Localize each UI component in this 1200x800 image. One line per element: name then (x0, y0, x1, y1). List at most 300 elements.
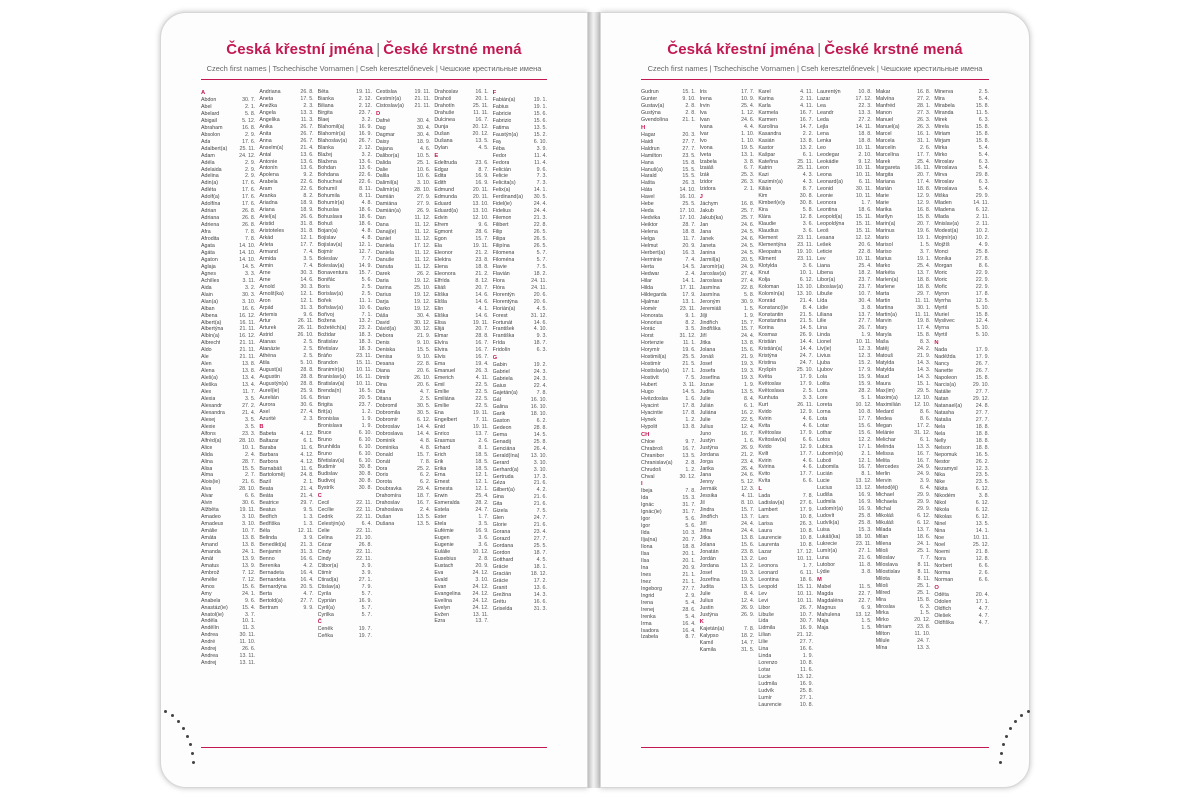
name-day-date: 18. 9. (300, 200, 314, 207)
name-entry (817, 430, 872, 437)
first-name: Axel (259, 408, 270, 415)
name-entry (700, 152, 755, 159)
name-day-date: 20. 5. (358, 394, 372, 401)
name-entry (641, 579, 696, 586)
name-day-date: 5. 10. (975, 304, 989, 311)
first-name: Kamila (699, 647, 716, 654)
name-day-date: 20. 6. (858, 241, 872, 248)
name-day-date: 21. 5. (799, 311, 814, 318)
first-name: Jeroným (699, 298, 720, 305)
name-entry (934, 263, 989, 270)
binding-hole (186, 735, 189, 738)
name-day-date: 7. 3. (536, 173, 547, 180)
name-day-date: 17. 7. (917, 151, 931, 158)
first-name: Filip (492, 229, 503, 236)
name-day-date: 8. 2. (685, 319, 696, 326)
name-entry (817, 298, 872, 305)
name-entry (700, 466, 755, 473)
name-entry (817, 506, 872, 513)
name-entry (376, 103, 430, 110)
name-entry (817, 235, 872, 242)
name-day-date: 24. 9. (917, 464, 931, 471)
first-name: Merlin (875, 471, 891, 478)
first-name: Berenika (259, 562, 281, 569)
name-day-date: 25. 8. (858, 513, 872, 520)
first-name: Evangelina (434, 590, 461, 597)
first-name: Athéna (259, 353, 277, 360)
name-day-date: 6. 2. (536, 417, 547, 424)
first-name: Azurité (259, 415, 276, 422)
name-day-date: 2. 8. (685, 109, 696, 116)
name-entry (376, 382, 430, 389)
name-entry (434, 201, 488, 208)
name-day-date: 23. 7. (358, 401, 372, 408)
name-day-date: 2. 9. (245, 173, 256, 180)
name-entry (493, 362, 547, 369)
name-entry (641, 516, 696, 523)
name-entry (376, 361, 430, 368)
name-day-date: 12. 8. (975, 555, 989, 562)
name-entry (318, 458, 372, 465)
name-entry (201, 104, 255, 111)
name-entry (376, 173, 430, 180)
name-entry (201, 222, 255, 229)
first-name: Levi (758, 597, 769, 604)
name-entry (876, 624, 931, 631)
first-name: Izidora (699, 186, 716, 193)
name-entry (758, 500, 813, 507)
first-name: Benedikt(a) (259, 542, 287, 548)
first-name: Josef (699, 361, 713, 368)
name-day-date: 6. 12. (975, 486, 989, 493)
name-entry (758, 117, 813, 124)
first-name: Alexandr (201, 402, 222, 409)
name-day-date: 12. 1. (475, 479, 489, 486)
name-entry (318, 332, 372, 339)
first-name: Matěj (875, 346, 889, 353)
name-entry (318, 633, 372, 640)
name-day-date: 21. 2. (741, 451, 755, 458)
name-day-date: 1. 5. (861, 625, 872, 632)
name-entry (259, 381, 313, 388)
name-day-date: 5. 4. (685, 599, 696, 606)
name-entry (259, 228, 313, 235)
first-name: Aristid (259, 221, 275, 228)
first-name: Lilie (817, 318, 827, 325)
name-entry (493, 104, 547, 111)
first-name: Melinda (875, 443, 895, 450)
first-name: Isadora (641, 627, 659, 634)
name-entry (700, 535, 755, 542)
name-entry (376, 125, 430, 132)
name-entry (434, 570, 488, 577)
first-name: Adéla (201, 159, 215, 166)
first-name: Janeta (699, 243, 716, 250)
name-entry (758, 681, 813, 688)
name-entry (376, 278, 430, 285)
name-day-date: 10. 8. (799, 528, 814, 535)
first-name: Blanka (317, 144, 334, 151)
first-name: Biliana (317, 102, 334, 109)
first-name: Gustav(a) (641, 102, 665, 109)
name-entry (876, 138, 931, 145)
first-name: Kvirin (758, 415, 772, 422)
name-entry (641, 306, 696, 313)
name-entry (817, 409, 872, 416)
name-day-date: 26. 11. (297, 325, 314, 332)
first-name: Norma (934, 569, 951, 576)
name-day-date: 5. 7. (536, 249, 547, 256)
name-entry (318, 235, 372, 242)
name-entry (318, 325, 372, 332)
name-day-date: 12. 2. (858, 436, 872, 443)
name-day-date: 10. 1. (242, 618, 256, 625)
binding-hole (191, 752, 194, 755)
name-day-date: 4. 7. (303, 590, 314, 597)
name-entry (493, 278, 547, 285)
first-name: Jiřina (699, 528, 713, 535)
first-name: Horác (641, 326, 656, 333)
name-day-date: 5. 8. (744, 291, 755, 298)
first-name: Chranibor (641, 452, 665, 459)
name-entry (376, 89, 430, 96)
name-day-date: 1. 5. (920, 241, 931, 248)
name-day-date: 20. 3. (682, 131, 696, 138)
name-day-date: 5. 8. (802, 207, 814, 214)
name-day-date: 25. 1. (917, 589, 931, 596)
first-name: Julius (699, 423, 714, 430)
name-entry (259, 207, 313, 214)
name-entry (758, 110, 813, 117)
name-entry (700, 103, 755, 110)
name-entry (641, 187, 696, 194)
binding-hole (1014, 720, 1017, 723)
name-entry (641, 229, 696, 236)
name-day-date: 16. 9. (475, 173, 489, 180)
first-name: Ignác(ie) (641, 509, 662, 516)
name-day-date: 23. 5. (682, 152, 696, 159)
first-name: Forest (492, 312, 508, 319)
first-name: Agáta (201, 249, 215, 256)
name-entry (493, 564, 547, 571)
name-day-date: 8. 11. (359, 193, 372, 200)
name-day-date: 13. 7. (741, 514, 755, 521)
first-name: Andělín (201, 625, 219, 632)
name-day-date: 21. 4. (300, 486, 314, 493)
letter-heading: M (817, 576, 822, 583)
name-day-date: 17. 12. (796, 548, 814, 555)
first-name: Dimitr (375, 375, 390, 382)
name-entry (493, 243, 547, 250)
name-day-date: 24. 9. (741, 263, 755, 270)
first-name: Bořislav(a) (317, 304, 343, 311)
name-entry (318, 437, 372, 444)
first-name: Afrodita (201, 236, 220, 243)
name-entry (318, 416, 372, 423)
name-entry (259, 353, 313, 360)
name-day-date: 13. 8. (242, 542, 256, 548)
first-name: Evan (434, 583, 447, 590)
name-day-date: 17. 7. (300, 241, 314, 248)
first-name: Havel (641, 194, 655, 201)
title-slovak: České krstné mená (824, 41, 963, 58)
name-day-date: 3. 8. (978, 493, 989, 500)
name-entry (876, 207, 931, 214)
name-entry (700, 445, 755, 452)
name-day-date: 30. 4. (417, 117, 431, 124)
first-name: Dobroslav (375, 423, 400, 430)
name-entry (934, 214, 989, 221)
name-entry (700, 186, 755, 193)
name-day-date: 12. 9. (917, 193, 931, 200)
first-name: Bronislav (317, 415, 340, 422)
first-name: Bernadeta (259, 569, 284, 576)
first-name: Monci (934, 248, 949, 255)
first-name: Jolana (699, 542, 716, 548)
name-day-date: 22. 8. (741, 284, 755, 291)
first-name: Andrej (201, 646, 217, 653)
first-name: Leonid (817, 186, 833, 193)
name-day-date: 2. 11. (976, 221, 989, 228)
first-name: Cyrila (317, 590, 332, 597)
name-day-date: 12. 1. (300, 297, 314, 304)
name-day-date: 7. 1. (361, 311, 372, 318)
first-name: Elfrída (434, 277, 450, 284)
first-name: Ludmila (758, 681, 777, 688)
name-entry (493, 446, 547, 453)
name-day-date: 18. 8. (917, 186, 931, 193)
name-entry (434, 403, 488, 410)
name-day-date: 25. 4. (917, 262, 931, 269)
name-day-date: 17. 6. (242, 201, 256, 208)
name-column (201, 89, 255, 743)
name-day-date: 19. 2. (533, 362, 547, 369)
name-entry (259, 514, 313, 521)
name-entry (376, 320, 430, 327)
first-name: Elišla (434, 298, 447, 305)
name-entry (876, 339, 931, 346)
name-day-date: 17. 6. (242, 138, 256, 145)
first-name: Medard (875, 408, 894, 415)
first-name: Kvita (758, 422, 771, 429)
name-entry (376, 292, 430, 299)
name-day-date: 5. 10. (300, 360, 314, 367)
name-day-date: 21. 4. (799, 297, 814, 304)
name-entry (641, 417, 696, 424)
first-name: Milton (875, 631, 890, 638)
name-day-date: 23. 5. (975, 479, 989, 486)
name-entry (493, 467, 547, 474)
first-name: Baltazar (259, 437, 279, 444)
name-day-date: 9. 2. (303, 172, 314, 179)
name-entry (201, 271, 255, 278)
name-day-date: 17. 9. (858, 367, 872, 374)
name-entry (641, 502, 696, 509)
first-name: Ariel(a) (259, 214, 277, 221)
first-name: Boleslav(a) (317, 262, 345, 269)
first-name: Alva (201, 486, 212, 493)
first-name: Brunhilda (317, 443, 341, 450)
first-name: Agnes (201, 270, 217, 277)
first-name: Matylda (875, 360, 895, 367)
name-day-date: 10. 11. (855, 193, 872, 200)
first-name: Eduard(a) (434, 208, 458, 215)
name-entry (758, 660, 813, 667)
name-day-date: 19. 1. (533, 103, 547, 110)
first-name: Bruno (317, 436, 332, 443)
name-entry (201, 236, 255, 243)
name-day-date: 12. 3. (975, 465, 989, 472)
name-day-date: 19. 11. (472, 423, 489, 430)
name-entry (641, 558, 696, 565)
first-name: Evžen (434, 611, 450, 618)
first-name: Monika (934, 255, 952, 262)
name-entry (259, 521, 313, 528)
first-name: Lena (817, 130, 829, 137)
first-name: Adriana (201, 215, 220, 222)
name-day-date: 26. 7. (300, 137, 314, 144)
name-day-date: 18. 8. (475, 263, 489, 270)
first-name: Alvar (201, 493, 214, 500)
name-entry (876, 284, 931, 291)
first-name: Mirjam (934, 137, 951, 144)
first-name: Alexie (201, 423, 216, 430)
name-day-date: 13. 12. (855, 478, 872, 485)
name-entry (758, 549, 813, 556)
first-name: Karla (758, 102, 771, 109)
name-entry (259, 96, 313, 103)
name-day-date: 15. 6. (242, 583, 256, 590)
first-name: Adelina (201, 173, 219, 180)
name-entry (700, 438, 755, 445)
name-entry (641, 368, 696, 375)
name-day-date: 16. 8. (741, 201, 755, 208)
name-day-date: 2. 12. (358, 102, 372, 109)
name-day-date: 13. 5. (417, 514, 431, 521)
first-name: Ina (641, 564, 649, 571)
first-name: Heda (641, 208, 654, 215)
name-day-date: 15. 9. (858, 381, 872, 388)
first-name: Anastáz(ie) (201, 604, 228, 611)
first-name: Lorenzo (758, 660, 778, 667)
name-entry (700, 507, 755, 514)
first-name: Bohdana (317, 172, 339, 179)
first-name: Katrin (758, 165, 773, 172)
binding-hole (171, 714, 174, 717)
first-name: Béla (259, 528, 270, 535)
name-day-date: 2. 4. (685, 270, 696, 277)
first-name: Adalbert(a) (201, 145, 228, 152)
first-name: Natanael(a) (934, 402, 963, 409)
name-day-date: 13. 10. (472, 201, 489, 208)
first-name: Filemon (492, 215, 512, 222)
name-day-date: 17. 10. (679, 215, 696, 222)
first-name: Anna (259, 137, 272, 144)
first-name: Eliáš (434, 284, 446, 291)
name-day-date: 11. 7. (242, 389, 256, 396)
first-name: Maja (817, 618, 829, 625)
name-day-date: 18. 8. (975, 423, 989, 430)
first-name: Armin (259, 262, 274, 269)
first-name: Laurencie (758, 535, 782, 542)
name-entry (259, 360, 313, 367)
name-entry (493, 508, 547, 515)
name-entry (817, 152, 872, 159)
name-entry (641, 523, 696, 530)
name-entry (817, 548, 872, 555)
name-entry (259, 138, 313, 145)
name-day-date: 11. 3. (242, 625, 256, 632)
first-name: Alban (201, 305, 215, 312)
name-entry (259, 332, 313, 339)
name-entry (376, 139, 430, 146)
name-day-date: 24. 4. (533, 208, 547, 215)
first-name: Leontina (758, 576, 779, 583)
name-day-date: 8. 11. (917, 575, 931, 582)
first-name: Igor (641, 523, 651, 530)
left-top-rule (201, 79, 547, 80)
name-entry (758, 96, 813, 103)
name-day-date: 26. 9. (741, 611, 755, 618)
name-entry (641, 103, 696, 110)
first-name: Jitka (699, 535, 711, 542)
name-entry (934, 613, 989, 620)
first-name: Juliána (699, 409, 717, 416)
name-day-date: 3. 5. (478, 521, 489, 528)
name-entry (434, 271, 488, 278)
name-day-date: 7. 4. (303, 248, 314, 255)
name-entry (493, 215, 547, 222)
name-day-date: 4. 2. (303, 562, 314, 569)
first-name: Manfréd (875, 102, 896, 109)
first-name: Leon (817, 165, 829, 172)
name-entry (700, 577, 755, 584)
name-entry (259, 325, 313, 332)
name-entry (259, 459, 313, 466)
name-entry (758, 444, 813, 451)
name-day-date: 8. 4. (744, 590, 755, 597)
name-day-date: 2. 10. (858, 151, 872, 158)
first-name: Břetislav (317, 346, 338, 353)
first-name: Ignác (641, 502, 654, 509)
name-day-date: 22. 11. (356, 507, 372, 514)
name-day-date: 19. 8. (917, 318, 931, 325)
name-entry (758, 193, 813, 200)
name-entry (434, 306, 488, 313)
name-entry (259, 542, 313, 549)
first-name: Adriena (201, 222, 220, 229)
first-name: Antonie (259, 158, 278, 165)
name-day-date: 7. 7. (361, 255, 372, 262)
name-day-date: 12. 3. (741, 486, 755, 493)
first-name: Nelly (934, 437, 947, 444)
name-day-date: 16. 3. (682, 249, 696, 256)
title-czech: Česká křestní jména (667, 41, 815, 58)
name-day-date: 3. 8. (861, 304, 872, 311)
name-day-date: 24. 6. (741, 236, 755, 243)
name-entry (493, 606, 547, 613)
first-name: Alžběta (201, 507, 219, 514)
first-name: Luna (817, 554, 829, 561)
name-entry (493, 132, 547, 139)
name-day-date: 17. 9. (799, 429, 814, 436)
name-entry (259, 179, 313, 186)
first-name: Drahotín (434, 102, 455, 109)
name-day-date: 13. 3. (917, 443, 931, 450)
name-day-date: 24. 9. (917, 471, 931, 478)
name-day-date: 9. 6. (245, 597, 256, 604)
name-entry (201, 431, 255, 438)
